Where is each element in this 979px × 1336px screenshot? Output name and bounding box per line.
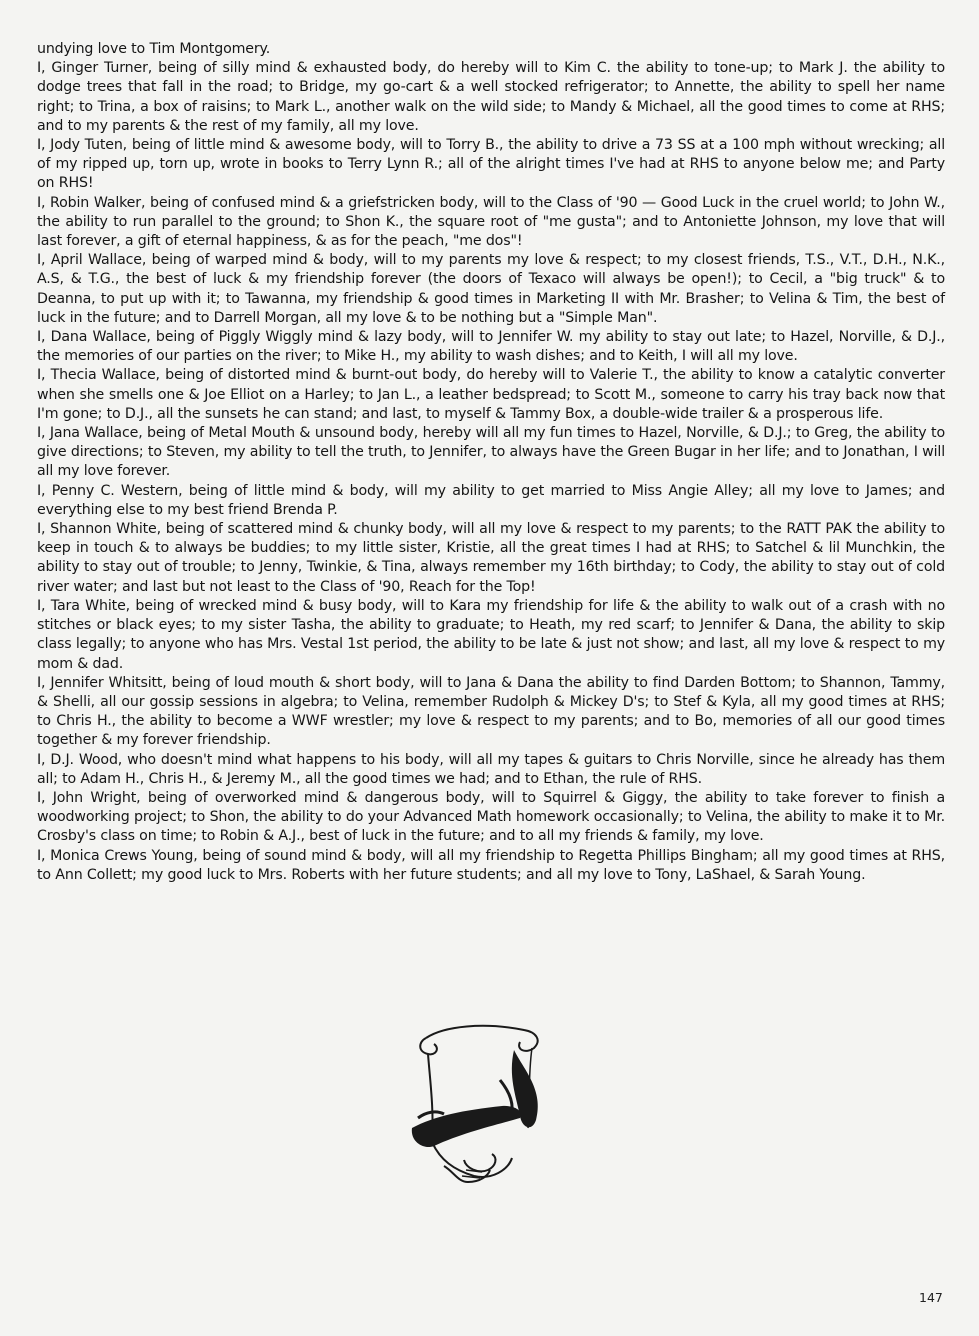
will-paragraph: I, Jody Tuten, being of little mind & awesome body, will to Torry B., the ability to drive a 73 SS at a 100 mph without wrecking; all of my ripped up, torn up, wrote in books to Terry Lynn R.; all of the alright times I've had at RHS to anyone below me; and Party on RHS! <box>37 137 945 192</box>
page-number: 147 <box>919 1290 943 1305</box>
will-paragraph: I, John Wright, being of overworked mind & dangerous body, will to Squirrel & Giggy, the ability to take forever to finish a woodworking project; to Shon, the ability to do your Advanced Math homework occasionally; to Velina, the ability to make it to Mr. Crosby's class on time; to Robin & A.J., best of luck in the future; and to all my friends & family, my love. <box>37 789 945 845</box>
will-paragraph: I, Ginger Turner, being of silly mind & exhausted body, do hereby will to Kim C. the ability to tone-up; to Mark J. the ability to dodge trees that fall in the road; to Bridge, my go-cart & a well stocked refrigerator; to Annette, the ability to spell her name right; to Trina, a box of raisins; to Mark L., another walk on the wild side; to Mandy & Michael, all the good times to come at RHS; and to my parents & the rest of my family, all my love. <box>37 60 945 134</box>
scroll-icon <box>404 1020 554 1190</box>
will-paragraph: I, Robin Walker, being of confused mind & a griefstricken body, will to the Class of '90 — Good Luck in the cruel world; to John W., the ability to run parallel to the ground; to Shon K., the square root of "me gusta"; and to Antoniette Johnson, my love that will last forever, a gift of eternal happiness, & as for the peach, "me dos"! <box>37 194 945 250</box>
will-paragraph: I, April Wallace, being of warped mind & body, will to my parents my love & respect; to my closest friends, T.S., V.T., D.H., N.K., A.S, & T.G., the best of luck & my friendship forever (the doors of Texaco will always be open!); to Cecil, a "big truck" & to Deanna, to put up with it; to Tawanna, my friendship & good times in Marketing II with Mr. Brasher; to Velina & Tim, the best of luck in the future; and to Darrell Morgan, all my love & to be nothing but a "Simple Man". <box>37 252 945 326</box>
class-wills-text <box>37 40 945 885</box>
will-paragraph: I, Jennifer Whitsitt, being of loud mouth & short body, will to Jana & Dana the ability to find Darden Bottom; to Shannon, Tammy, & Shelli, all our gossip sessions in algebra; to Velina, remember Rudolph & Mickey D's; to Stef & Kyla, all my good times at RHS; to Chris H., the ability to become a WWF wrestler; my love & respect to my parents; and to Bo, memories of all our good times together & my forever friendship. <box>37 674 945 749</box>
will-paragraph: I, Jana Wallace, being of Metal Mouth & unsound body, hereby will all my fun times to Hazel, Norville, & D.J.; to Greg, the ability to give directions; to Steven, my ability to tell the truth, to Jennifer, to always have the Green Bugar in her life; and to Jonathan, I will all my love forever. <box>37 425 945 480</box>
will-paragraph: I, Shannon White, being of scattered mind & chunky body, will all my love & respect to my parents; to the RATT PAK the ability to keep in touch & to always be buddies; to my little sister, Kristie, all the great times I had at RHS; to Satchel & lil Munchkin, the ability to stay out of trouble; to Jenny, Twinkie, & Tina, always remember my 16th birthday; to Cody, the ability to stay out of cold river water; and last but not least to the Class of '90, Reach for the Top! <box>37 521 945 595</box>
will-paragraph: I, Dana Wallace, being of Piggly Wiggly mind & lazy body, will to Jennifer W. my ability to stay out late; to Hazel, Norville, & D.J., the memories of our parties on the river; to Mike H., my ability to wash dishes; and to Keith, I will all my love. <box>37 329 945 365</box>
will-paragraph: I, Tara White, being of wrecked mind & busy body, will to Kara my friendship for life & the ability to walk out of a crash with no stitches or black eyes; to my sister Tasha, the ability to graduate; to Heath, my red scarf; to Jennifer & Dana, the ability to skip class legally; to anyone who has Mrs. Vestal 1st period, the ability to be late & just not show; and last, all my love & respect to my mom & dad. <box>37 597 945 672</box>
will-paragraph: I, Monica Crews Young, being of sound mind & body, will all my friendship to Regetta Phillips Bingham; all my good times at RHS, to Ann Collett; my good luck to Mrs. Roberts with her future students; and all my love to Tony, LaShael, & Sarah Young. <box>37 847 945 883</box>
will-paragraph: I, D.J. Wood, who doesn't mind what happens to his body, will all my tapes & guitars to Chris Norville, since he already has them all; to Adam H., Chris H., & Jeremy M., all the good times we had; and to Ethan, the rule of RHS. <box>37 751 945 787</box>
will-paragraph: I, Thecia Wallace, being of distorted mind & burnt-out body, do hereby will to Valerie T., the ability to know a catalytic converter when she smells one & Joe Elliot on a Harley; to Jan L., a leather bedspread; to Scott M., someone to carry his tray back now that I'm gone; to D.J., all the sunsets he can stand; and last, to myself & Tammy Box, a double-wide trailer & a prosperous life. <box>37 367 945 422</box>
will-paragraph: I, Penny C. Western, being of little mind & body, will my ability to get married to Miss Angie Alley; all my love to James; and everything else to my best friend Brenda P. <box>37 482 945 518</box>
will-paragraph: undying love to Tim Montgomery. <box>37 41 271 57</box>
